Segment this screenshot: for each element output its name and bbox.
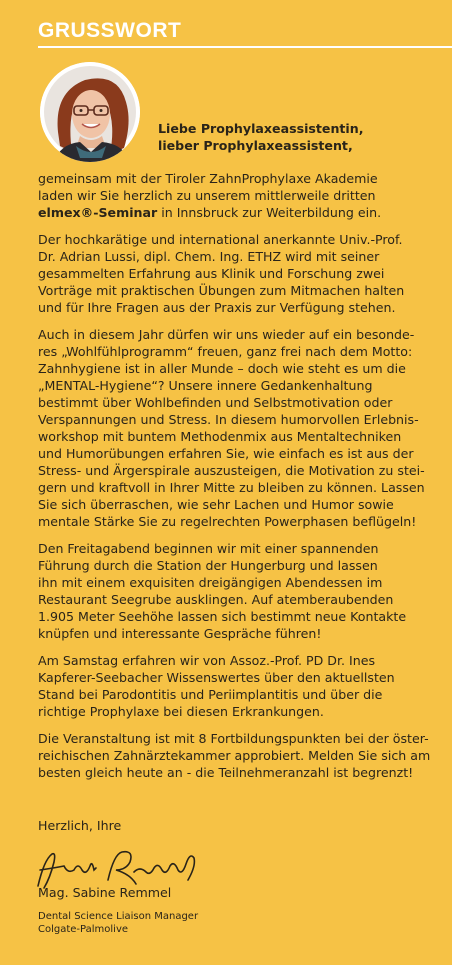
paragraph-1 bbox=[38, 170, 438, 221]
text-line: Vorträge mit praktischen Übungen zum Mitmachen halten bbox=[38, 283, 405, 298]
signer-name: Mag. Sabine Remmel bbox=[38, 885, 172, 900]
text-line: bestimmt über Wohlbefinden und Selbstmotivation oder bbox=[38, 395, 393, 410]
text-line: laden wir Sie herzlich zu unserem mittlerweile dritten bbox=[38, 188, 376, 203]
text-line: Auch in diesem Jahr dürfen wir uns wieder auf ein besonde- bbox=[38, 327, 415, 342]
text-line: Sie sich überraschen, wie sehr Lachen und Humor sowie bbox=[38, 497, 394, 512]
text-line: Der hochkarätige und international anerkannte Univ.-Prof. bbox=[38, 232, 403, 247]
text-line: richtige Prophylaxe bei diesen Erkrankungen. bbox=[38, 704, 324, 719]
text-line: res „Wohlfühlprogramm“ freuen, ganz frei nach dem Motto: bbox=[38, 344, 413, 359]
portrait-photo bbox=[40, 62, 140, 162]
text-line bbox=[38, 204, 438, 221]
text-line: „MENTAL-Hygiene“? Unsere innere Gedankenhaltung bbox=[38, 378, 373, 393]
page-title: GRUSSWORT bbox=[38, 19, 182, 42]
greeting bbox=[158, 120, 364, 154]
header-divider bbox=[38, 46, 452, 48]
greeting-line-2: lieber Prophylaxeassistent, bbox=[158, 138, 353, 153]
paragraph-4 bbox=[38, 540, 438, 642]
text-line: und für Ihre Fragen aus der Praxis zur Verfügung stehen. bbox=[38, 300, 396, 315]
text-line: Dr. Adrian Lussi, dipl. Chem. Ing. ETHZ wird mit seiner bbox=[38, 249, 380, 264]
text-line: ihn mit einem exquisiten dreigängigen Abendessen im bbox=[38, 575, 383, 590]
paragraph-5 bbox=[38, 652, 438, 720]
paragraph-2 bbox=[38, 231, 438, 316]
letter-body bbox=[38, 170, 438, 791]
text-line: mentale Stärke Sie zu regelrechten Powerphasen beflügeln! bbox=[38, 514, 417, 529]
text-line: 1.905 Meter Seehöhe lassen sich bestimmt neue Kontakte bbox=[38, 609, 407, 624]
text-line: Stand bei Parodontitis und Periimplantitis und über die bbox=[38, 687, 383, 702]
paragraph-6 bbox=[38, 730, 438, 781]
greeting-line-1: Liebe Prophylaxeassistentin, bbox=[158, 121, 364, 136]
text-line: reichischen Zahnärztekammer approbiert. Melden Sie sich am bbox=[38, 748, 431, 763]
signer-company: Colgate-Palmolive bbox=[38, 924, 129, 935]
text-fragment: in Innsbruck zur Weiterbildung ein. bbox=[157, 205, 382, 220]
signer-role: Dental Science Liaison Manager bbox=[38, 911, 199, 922]
avatar bbox=[40, 62, 140, 162]
text-line: gern und kraftvoll in Ihrer Mitte zu bleiben zu können. Lassen bbox=[38, 480, 425, 495]
text-line: gemeinsam mit der Tiroler ZahnProphylaxe Akademie bbox=[38, 171, 378, 186]
text-line: besten gleich heute an - die Teilnehmeranzahl ist begrenzt! bbox=[38, 765, 414, 780]
paragraph-3 bbox=[38, 326, 438, 530]
text-line: gesammelten Erfahrung aus Klinik und Forschung zwei bbox=[38, 266, 385, 281]
text-line: Verspannungen und Stress. In diesem humorvollen Erlebnis- bbox=[38, 412, 419, 427]
text-line: knüpfen und interessante Gespräche führen! bbox=[38, 626, 322, 641]
text-line: Den Freitagabend beginnen wir mit einer spannenden bbox=[38, 541, 379, 556]
text-line: workshop mit buntem Methodenmix aus Mentaltechniken bbox=[38, 429, 402, 444]
closing-salutation: Herzlich, Ihre bbox=[38, 818, 122, 833]
text-line: Kapferer-Seebacher Wissenswertes über den aktuellsten bbox=[38, 670, 395, 685]
signer-title bbox=[38, 910, 198, 936]
text-line: Führung durch die Station der Hungerburg und lassen bbox=[38, 558, 378, 573]
seminar-name: elmex®-Seminar bbox=[38, 205, 158, 220]
text-line: Restaurant Seegrube ausklingen. Auf atemberaubenden bbox=[38, 592, 394, 607]
text-line: Am Samstag erfahren wir von Assoz.-Prof. PD Dr. Ines bbox=[38, 653, 376, 668]
text-line: und Humorübungen erfahren Sie, wie einfach es ist aus der bbox=[38, 446, 414, 461]
text-line: Zahnhygiene ist in aller Munde – doch wie steht es um die bbox=[38, 361, 406, 376]
text-line: Die Veranstaltung ist mit 8 Fortbildungspunkten bei der öster- bbox=[38, 731, 429, 746]
text-line: Stress- und Ärgerspirale auszusteigen, die Motivation zu stei- bbox=[38, 463, 425, 478]
